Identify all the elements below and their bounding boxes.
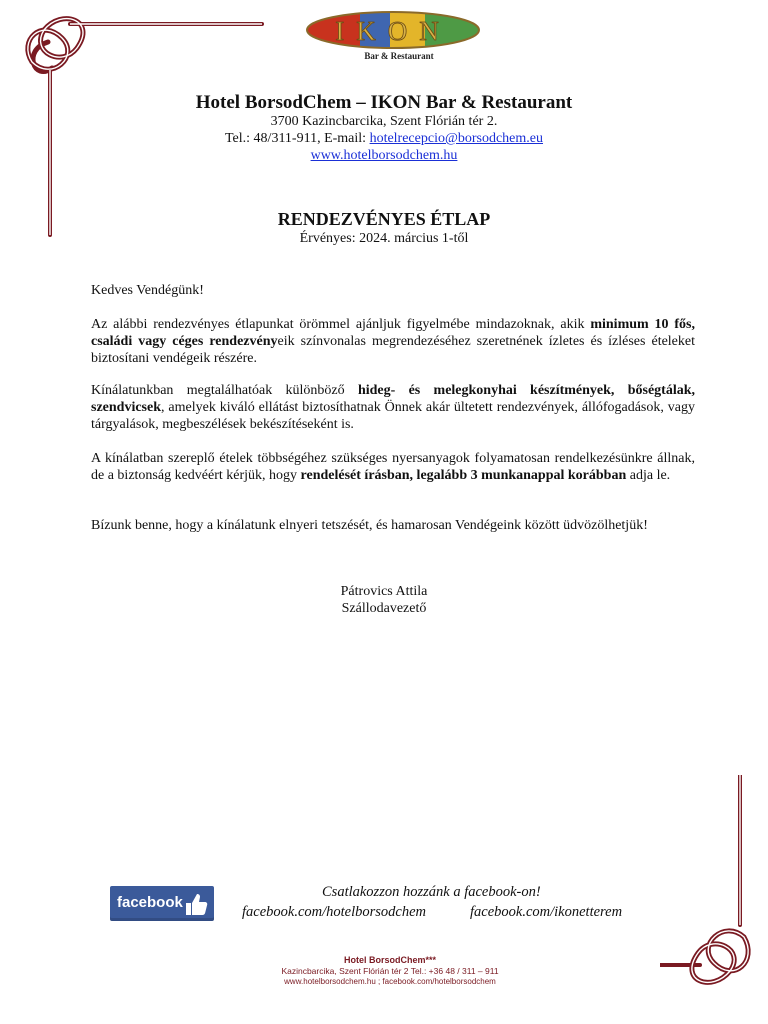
hotel-title: Hotel BorsodChem – IKON Bar & Restaurant — [195, 92, 573, 113]
signature-role: Szállodavezető — [341, 601, 427, 616]
paragraph-3-text: A kínálatban szereplő ételek többségéhez szükséges nyersanyagok folyamatosan rendelkezésünkre állnak, de a biztonság kedvéért kérjük, hogy — [91, 451, 695, 483]
contact-line — [0, 131, 768, 147]
facebook-logo[interactable] — [110, 886, 214, 921]
logo-wordmark: IKON — [335, 16, 451, 46]
paragraph-2 — [91, 382, 695, 433]
facebook-logo-text: facebook — [117, 894, 183, 911]
paragraph-1 — [91, 316, 695, 367]
email-link[interactable]: hotelrecepcio@borsodchem.eu — [369, 131, 543, 146]
paragraph-4: Bízunk benne, hogy a kínálatunk elnyeri tetszését, és hamarosan Vendégeink között üdvözölhetjük! — [91, 518, 648, 533]
logo-subtitle: Bar & Restaurant — [364, 51, 434, 61]
paragraph-2-bold: hideg- és melegkonyhai készítmények, bőségtálak, szendvicsek — [91, 383, 696, 415]
paragraph-3 — [91, 450, 695, 484]
signature-name: Pátrovics Attila — [340, 584, 428, 599]
paragraph-1-tail: eik színvonalas megrendezéséhez szeretnének ízletes és ízléses ételeket biztosítani vendégeik részére. — [91, 334, 696, 366]
facebook-join-text: Csatlakozzon hozzánk a facebook-on! — [322, 884, 541, 900]
paragraph-2-text: Kínálatunkban megtalálhatóak különböző — [91, 383, 358, 398]
ikon-restaurant-logo — [305, 10, 481, 62]
footer-hotel-name: Hotel BorsodChem*** — [343, 955, 436, 965]
celtic-knot-ornament-bottom-right — [660, 775, 760, 995]
paragraph-3-bold: rendelését írásban, legalább 3 munkanappal korábban — [300, 468, 627, 483]
facebook-link-ikon[interactable]: facebook.com/ikonetterem — [470, 904, 623, 920]
footer-address: Kazincbarcika, Szent Flórián tér 2 Tel.: +36 48 / 311 – 911 — [281, 966, 499, 976]
paragraph-1-bold: minimum 10 fős, családi vagy céges rendezvény — [91, 317, 695, 349]
hotel-address: 3700 Kazincbarcika, Szent Flórián tér 2. — [270, 114, 498, 129]
paragraph-1-text: Az alábbi rendezvényes étlapunkat örömmel ajánljuk figyelmébe mindazoknak, akik — [91, 317, 591, 332]
thumbs-up-icon — [182, 890, 210, 918]
greeting: Kedves Vendégünk! — [91, 283, 204, 298]
facebook-link-hotel[interactable]: facebook.com/hotelborsodchem — [242, 904, 427, 920]
valid-from: Érvényes: 2024. március 1-től — [299, 231, 469, 246]
paragraph-2-tail: , amelyek kiváló ellátást biztosíthatnak Önnek akár ültetett rendezvények, állófogadások, vagy tárgyalások, megbeszélések bekészítéseként is. — [91, 400, 695, 432]
website-line — [0, 148, 768, 164]
paragraph-3-tail: adja le. — [626, 468, 671, 483]
website-link[interactable]: www.hotelborsodchem.hu — [310, 148, 458, 163]
footer-web: www.hotelborsodchem.hu ; facebook.com/hotelborsodchem — [284, 977, 496, 986]
phone-label: Tel.: 48/311-911, E-mail: — [224, 131, 370, 146]
menu-title: RENDEZVÉNYES ÉTLAP — [277, 209, 491, 229]
